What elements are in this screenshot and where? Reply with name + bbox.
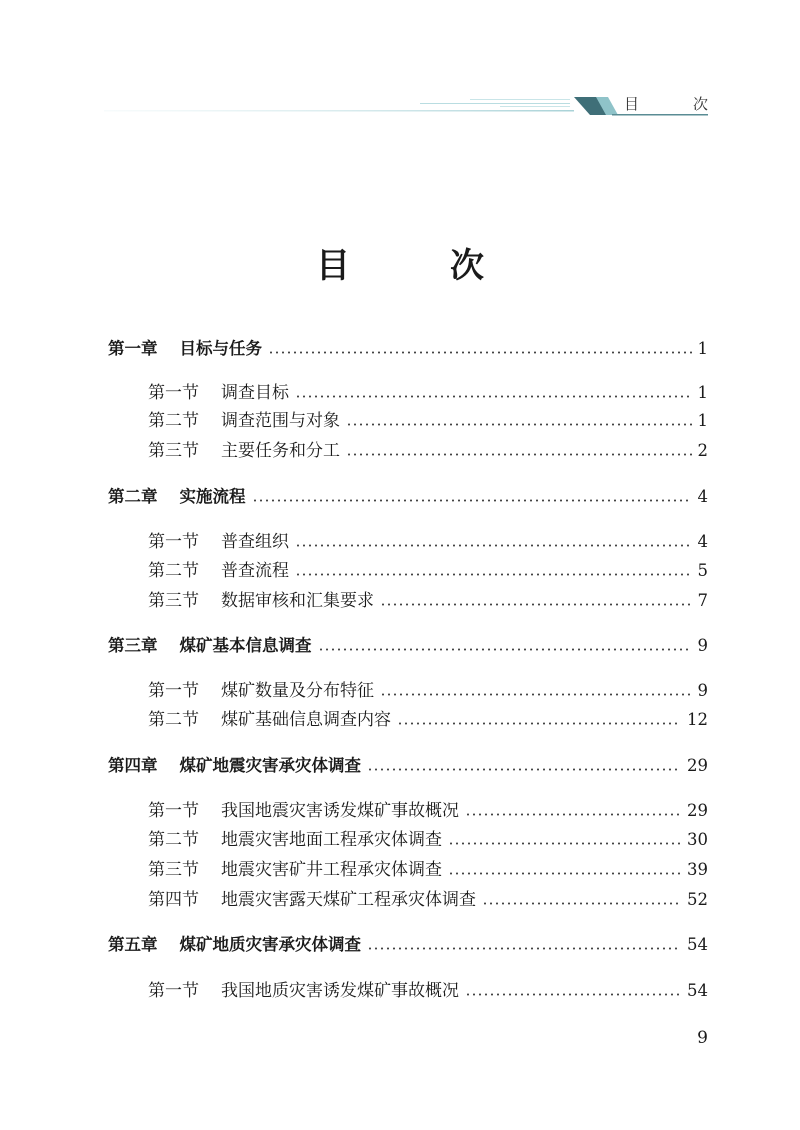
- dot-leader: [482, 902, 681, 905]
- dot-leader: [465, 993, 681, 996]
- section-label: 第二节: [148, 830, 199, 850]
- toc-section-4-1[interactable]: [108, 798, 708, 824]
- toc-section-2-3[interactable]: [108, 588, 708, 614]
- dot-leader: [252, 499, 692, 502]
- running-header: [0, 0, 800, 140]
- dot-leader: [448, 842, 681, 845]
- chapter-title: 煤矿地震灾害承灾体调查: [179, 756, 361, 775]
- header-title-char-1: 目: [624, 95, 640, 113]
- page-number: 1: [697, 339, 708, 358]
- page-title-char-1: 目: [316, 246, 350, 286]
- section-label: 第一节: [148, 532, 199, 552]
- toc-section-3-1[interactable]: [108, 678, 708, 704]
- dot-leader: [397, 722, 681, 725]
- section-label: 第一节: [148, 383, 199, 403]
- toc-chapter-4[interactable]: [108, 753, 708, 779]
- page-number: 7: [697, 591, 708, 610]
- page-number: 39: [687, 860, 708, 879]
- section-label: 第二节: [148, 561, 199, 581]
- page-number: 52: [687, 890, 708, 909]
- page-number: 4: [697, 532, 708, 551]
- section-title: 我国地质灾害诱发煤矿事故概况: [221, 981, 459, 1001]
- section-title: 地震灾害露天煤矿工程承灾体调查: [221, 890, 476, 910]
- dot-leader: [318, 648, 692, 651]
- chapter-label: 第二章: [108, 487, 158, 506]
- section-label: 第二节: [148, 411, 199, 431]
- toc-chapter-2[interactable]: [108, 484, 708, 510]
- chapter-title: 目标与任务: [179, 339, 262, 358]
- chapter-title: 实施流程: [179, 487, 246, 506]
- page-number: 30: [687, 830, 708, 849]
- section-title: 调查范围与对象: [221, 411, 340, 431]
- dot-leader: [295, 544, 692, 547]
- section-label: 第一节: [148, 981, 199, 1001]
- page-title: [0, 238, 800, 287]
- header-title-char-2: 次: [692, 95, 708, 113]
- section-label: 第三节: [148, 860, 199, 880]
- chapter-title: 煤矿地质灾害承灾体调查: [179, 935, 361, 954]
- dot-leader: [295, 395, 692, 398]
- chapter-label: 第四章: [108, 756, 158, 775]
- chapter-label: 第一章: [108, 339, 158, 358]
- page-number: 9: [697, 681, 708, 700]
- page-number: 29: [687, 801, 708, 820]
- section-title: 煤矿基础信息调查内容: [221, 710, 391, 730]
- section-label: 第三节: [148, 441, 199, 461]
- section-title: 煤矿数量及分布特征: [221, 681, 374, 701]
- section-title: 普查组织: [221, 532, 289, 552]
- dot-leader: [367, 768, 681, 771]
- section-label: 第二节: [148, 710, 199, 730]
- section-label: 第一节: [148, 801, 199, 821]
- page-number: 2: [697, 441, 708, 460]
- toc-chapter-5[interactable]: [108, 932, 708, 958]
- chapter-title: 煤矿基本信息调查: [179, 636, 312, 655]
- dot-leader: [448, 872, 681, 875]
- page-number: 9: [697, 636, 708, 655]
- section-title: 主要任务和分工: [221, 441, 340, 461]
- dot-leader: [295, 573, 692, 576]
- page-number: 1: [697, 411, 708, 430]
- section-title: 我国地震灾害诱发煤矿事故概况: [221, 801, 459, 821]
- dot-leader: [346, 453, 692, 456]
- page-title-char-2: 次: [450, 246, 484, 286]
- page-number: 12: [687, 710, 708, 729]
- dot-leader: [367, 947, 681, 950]
- section-title: 数据审核和汇集要求: [221, 591, 374, 611]
- section-title: 地震灾害地面工程承灾体调查: [221, 830, 442, 850]
- toc-section-3-2[interactable]: [108, 707, 708, 733]
- toc-section-2-1[interactable]: [108, 529, 708, 555]
- toc-section-1-2[interactable]: [108, 408, 708, 434]
- footer-page-number: 9: [697, 1028, 708, 1048]
- section-title: 调查目标: [221, 383, 289, 403]
- chapter-label: 第三章: [108, 636, 158, 655]
- page-number: 1: [697, 383, 708, 402]
- toc-chapter-1[interactable]: [108, 336, 708, 362]
- dot-leader: [465, 813, 681, 816]
- page-number: 29: [687, 756, 708, 775]
- section-label: 第四节: [148, 890, 199, 910]
- dot-leader: [268, 351, 692, 354]
- page-number: 54: [687, 981, 708, 1000]
- page-number: 4: [697, 487, 708, 506]
- toc-section-1-1[interactable]: [108, 380, 708, 406]
- toc-section-1-3[interactable]: [108, 438, 708, 464]
- dot-leader: [380, 693, 692, 696]
- dot-leader: [346, 423, 692, 426]
- section-title: 地震灾害矿井工程承灾体调查: [221, 860, 442, 880]
- header-decoration: [0, 0, 800, 140]
- section-title: 普查流程: [221, 561, 289, 581]
- toc-section-2-2[interactable]: [108, 558, 708, 584]
- section-label: 第一节: [148, 681, 199, 701]
- chapter-label: 第五章: [108, 935, 158, 954]
- toc-chapter-3[interactable]: [108, 633, 708, 659]
- page-number: 54: [687, 935, 708, 954]
- toc-section-4-4[interactable]: [108, 887, 708, 913]
- page-number: 5: [697, 561, 708, 580]
- section-label: 第三节: [148, 591, 199, 611]
- toc-section-4-3[interactable]: [108, 857, 708, 883]
- toc-section-4-2[interactable]: [108, 827, 708, 853]
- toc-section-5-1[interactable]: [108, 978, 708, 1004]
- dot-leader: [380, 603, 692, 606]
